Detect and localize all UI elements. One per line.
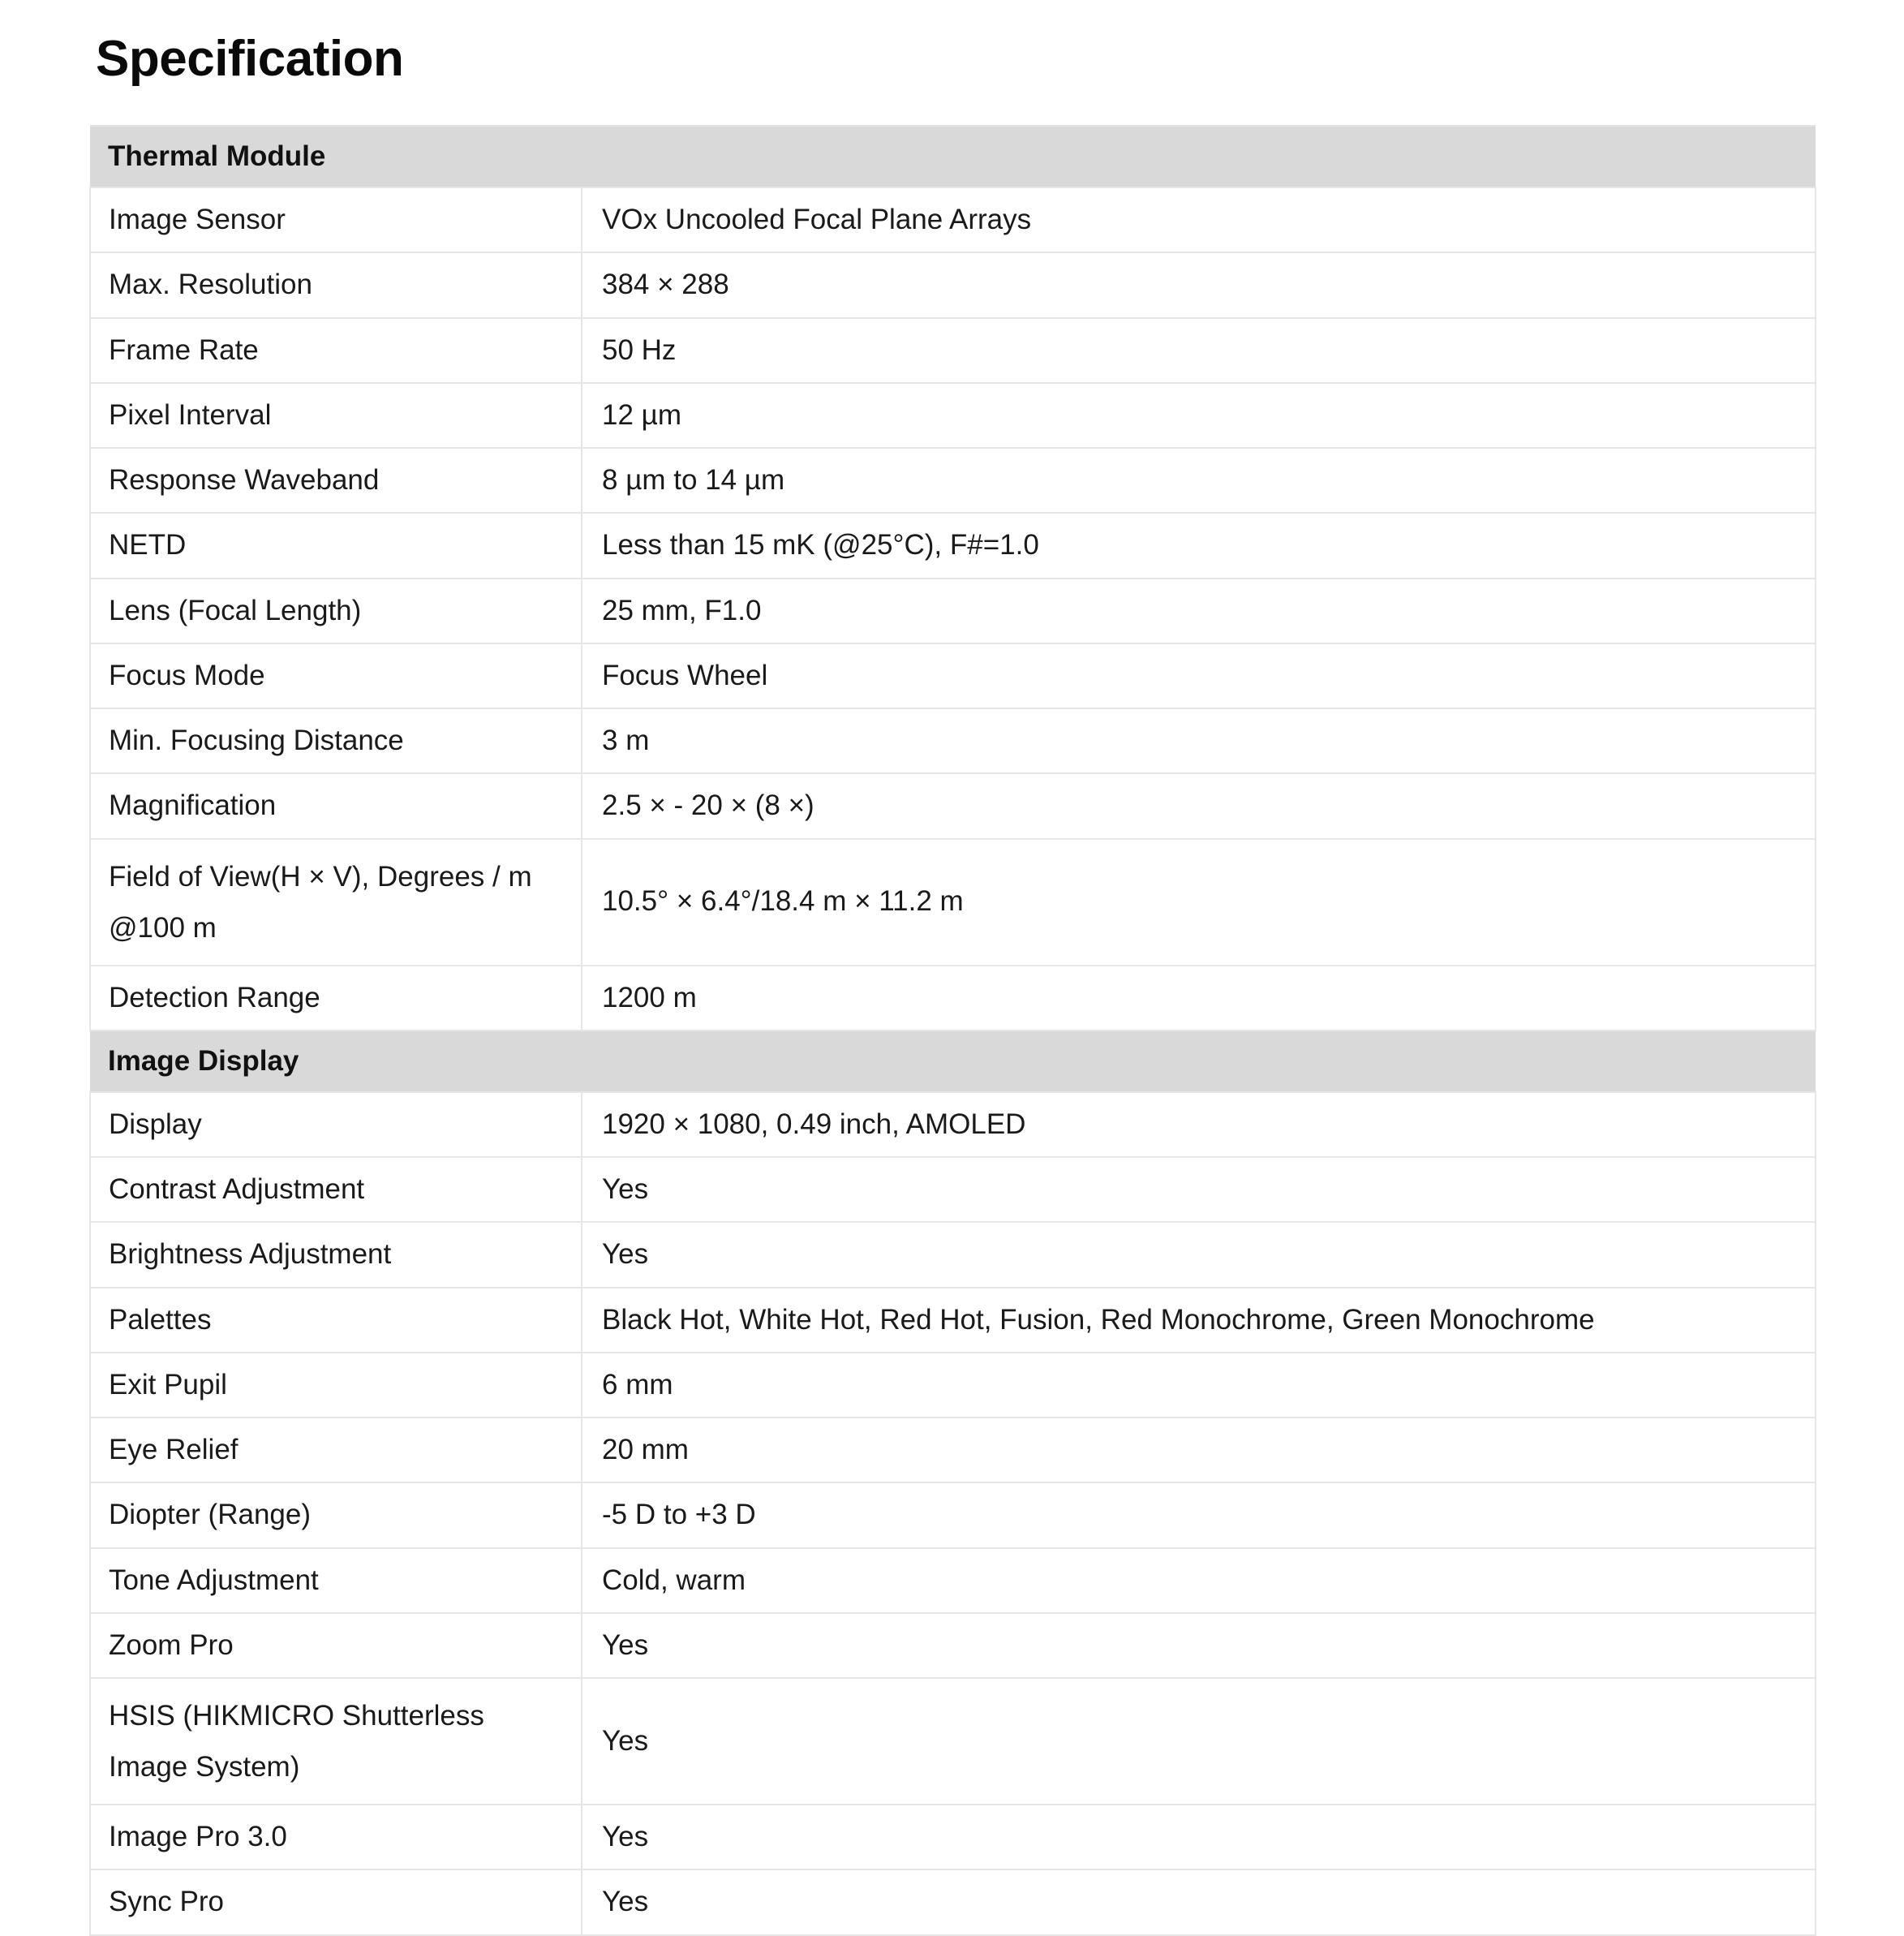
table-row bbox=[90, 1805, 1816, 1869]
spec-label: Image Pro 3.0 bbox=[90, 1805, 582, 1869]
spec-value: Cold, warm bbox=[582, 1548, 1816, 1613]
table-row bbox=[90, 513, 1816, 578]
spec-value: Yes bbox=[582, 1869, 1816, 1934]
section-header-label: Image Display bbox=[90, 1030, 1816, 1092]
spec-value: Less than 15 mK (@25°C), F#=1.0 bbox=[582, 513, 1816, 578]
spec-value: 6 mm bbox=[582, 1353, 1816, 1418]
spec-label: HSIS (HIKMICRO Shutterless Image System) bbox=[90, 1678, 582, 1805]
spec-value: 20 mm bbox=[582, 1418, 1816, 1482]
table-row bbox=[90, 579, 1816, 643]
section-header-row bbox=[90, 126, 1816, 187]
spec-label: Display bbox=[90, 1092, 582, 1157]
page-title: Specification bbox=[96, 31, 404, 87]
specification-table bbox=[89, 125, 1816, 1936]
spec-value: 3 m bbox=[582, 708, 1816, 773]
spec-value: 2.5 × - 20 × (8 ×) bbox=[582, 773, 1816, 838]
table-row bbox=[90, 1482, 1816, 1547]
table-row bbox=[90, 1288, 1816, 1353]
spec-value: 384 × 288 bbox=[582, 252, 1816, 317]
spec-label: Tone Adjustment bbox=[90, 1548, 582, 1613]
spec-label: Magnification bbox=[90, 773, 582, 838]
table-row bbox=[90, 383, 1816, 448]
spec-label: Focus Mode bbox=[90, 643, 582, 708]
spec-value: Black Hot, White Hot, Red Hot, Fusion, Red Monochrome, Green Monochrome bbox=[582, 1288, 1816, 1353]
spec-label: Image Sensor bbox=[90, 187, 582, 252]
spec-label: Detection Range bbox=[90, 966, 582, 1030]
spec-label: Palettes bbox=[90, 1288, 582, 1353]
spec-value: 10.5° × 6.4°/18.4 m × 11.2 m bbox=[582, 839, 1816, 966]
spec-label: Field of View(H × V), Degrees / m @100 m bbox=[90, 839, 582, 966]
table-row bbox=[90, 966, 1816, 1030]
table-row bbox=[90, 448, 1816, 513]
spec-value: Yes bbox=[582, 1678, 1816, 1805]
section-header-label: Thermal Module bbox=[90, 126, 1816, 187]
table-row bbox=[90, 643, 1816, 708]
table-row bbox=[90, 187, 1816, 252]
table-row bbox=[90, 1418, 1816, 1482]
spec-label: Lens (Focal Length) bbox=[90, 579, 582, 643]
table-row bbox=[90, 1157, 1816, 1222]
spec-value: 1200 m bbox=[582, 966, 1816, 1030]
spec-label: Sync Pro bbox=[90, 1869, 582, 1934]
specification-table-container bbox=[0, 125, 1904, 1936]
table-row bbox=[90, 252, 1816, 317]
spec-label: Pixel Interval bbox=[90, 383, 582, 448]
table-row bbox=[90, 318, 1816, 383]
table-row bbox=[90, 839, 1816, 966]
spec-label: Brightness Adjustment bbox=[90, 1222, 582, 1287]
spec-label: NETD bbox=[90, 513, 582, 578]
table-row bbox=[90, 1222, 1816, 1287]
specification-table-body bbox=[90, 126, 1816, 1935]
table-row bbox=[90, 1678, 1816, 1805]
spec-label: Frame Rate bbox=[90, 318, 582, 383]
table-row bbox=[90, 1869, 1816, 1934]
spec-label: Response Waveband bbox=[90, 448, 582, 513]
spec-label: Contrast Adjustment bbox=[90, 1157, 582, 1222]
table-row bbox=[90, 1353, 1816, 1418]
spec-label: Max. Resolution bbox=[90, 252, 582, 317]
table-row bbox=[90, 708, 1816, 773]
spec-value: Yes bbox=[582, 1805, 1816, 1869]
spec-value: Yes bbox=[582, 1157, 1816, 1222]
spec-value: VOx Uncooled Focal Plane Arrays bbox=[582, 187, 1816, 252]
table-row bbox=[90, 773, 1816, 838]
spec-label: Diopter (Range) bbox=[90, 1482, 582, 1547]
table-row bbox=[90, 1613, 1816, 1678]
spec-value: 12 µm bbox=[582, 383, 1816, 448]
spec-value: 1920 × 1080, 0.49 inch, AMOLED bbox=[582, 1092, 1816, 1157]
spec-label: Zoom Pro bbox=[90, 1613, 582, 1678]
spec-label: Exit Pupil bbox=[90, 1353, 582, 1418]
spec-value: Focus Wheel bbox=[582, 643, 1816, 708]
table-row bbox=[90, 1548, 1816, 1613]
spec-label: Eye Relief bbox=[90, 1418, 582, 1482]
spec-value: 50 Hz bbox=[582, 318, 1816, 383]
table-row bbox=[90, 1092, 1816, 1157]
spec-value: -5 D to +3 D bbox=[582, 1482, 1816, 1547]
spec-value: 25 mm, F1.0 bbox=[582, 579, 1816, 643]
spec-value: Yes bbox=[582, 1222, 1816, 1287]
spec-value: Yes bbox=[582, 1613, 1816, 1678]
spec-label: Min. Focusing Distance bbox=[90, 708, 582, 773]
section-header-row bbox=[90, 1030, 1816, 1092]
spec-value: 8 µm to 14 µm bbox=[582, 448, 1816, 513]
